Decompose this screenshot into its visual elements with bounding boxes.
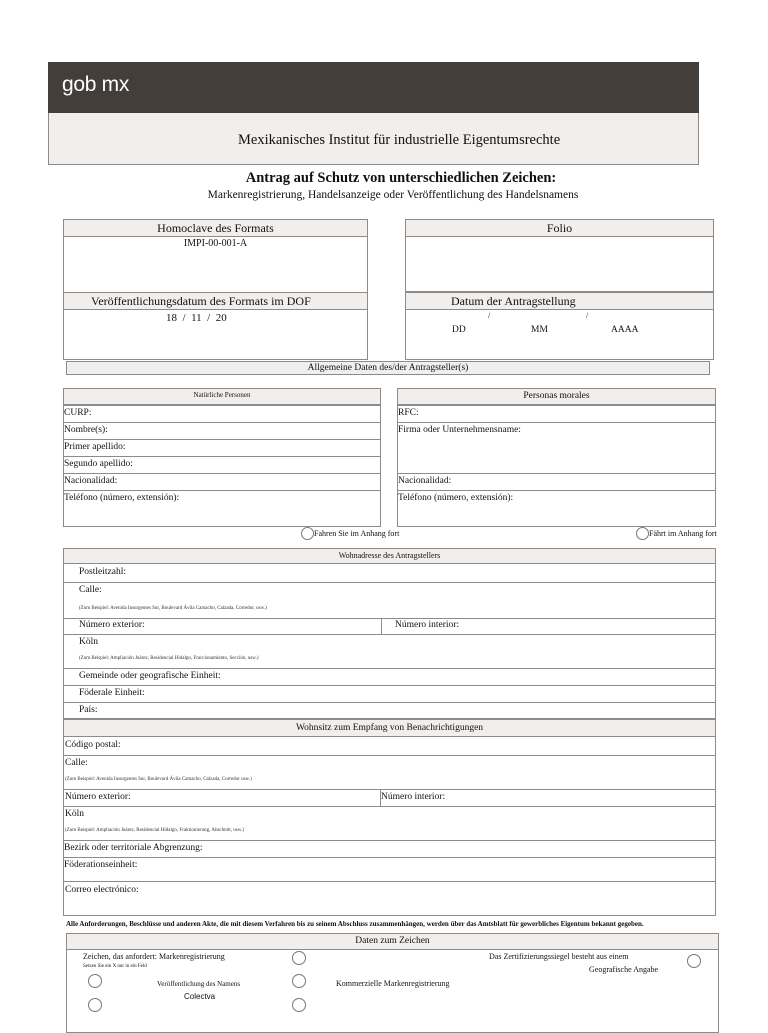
divider (63, 473, 381, 474)
date-dd: DD (452, 325, 466, 335)
curp-field[interactable]: CURP: (64, 408, 92, 418)
wohn-calle-field[interactable]: Calle: (79, 585, 102, 595)
form-subtitle: Markenregistrierung, Handelsanzeige oder Veröffentlichung des Handelsnamens (207, 189, 579, 201)
divider (63, 618, 716, 619)
veroeffentlichung-label: Veröffentlichung des Namens (157, 980, 241, 988)
homoclave-label: Homoclave des Formats (157, 221, 274, 235)
telefono-field[interactable]: Teléfono (número, extensión): (64, 493, 180, 503)
divider (397, 422, 716, 423)
correo-field[interactable]: Correo electrónico: (65, 885, 139, 895)
divider (63, 789, 716, 790)
colectiva-radio[interactable] (88, 998, 102, 1012)
antrag-date-header (405, 292, 714, 310)
divider (63, 582, 716, 583)
divider (63, 490, 381, 491)
dof-date (166, 312, 227, 324)
pais-field[interactable]: País: (79, 705, 98, 715)
veroeffentlichung-radio[interactable] (88, 974, 102, 988)
legal-persons-header (397, 388, 716, 405)
primer-apellido-field[interactable]: Primer apellido: (64, 442, 126, 452)
wohn-num-int-field[interactable]: Número interior: (395, 620, 460, 630)
natural-persons-header (63, 388, 381, 405)
divider (63, 634, 716, 635)
notif-num-int-field[interactable]: Número interior: (381, 792, 446, 802)
segundo-apellido-field[interactable]: Segundo apellido: (64, 459, 133, 469)
wohnsitz-box (63, 719, 716, 916)
geografische-radio[interactable] (687, 954, 701, 968)
divider (397, 490, 716, 491)
rfc-field[interactable]: RFC: (398, 408, 419, 418)
markenregistrierung-radio[interactable] (292, 951, 306, 965)
legal-anhang-radio[interactable] (636, 527, 649, 540)
legal-telefono-field[interactable]: Teléfono (número, extensión): (398, 493, 514, 503)
gob-mx-logo: gob mx (62, 73, 130, 96)
notif-num-ext-field[interactable]: Número exterior: (65, 792, 131, 802)
form-title: Antrag auf Schutz von unterschiedlichen Zeichen: (245, 170, 557, 186)
wohnadresse-label: Wohnadresse des Antragstellers (338, 551, 441, 560)
legal-nacionalidad-field[interactable]: Nacionalidad: (398, 476, 452, 486)
wohnsitz-header (64, 720, 715, 737)
zeichen-anfordert-label: Zeichen, das anfordert: Markenregistrierung (83, 952, 225, 961)
homoclave-value: IMPI-00-001-A (183, 238, 248, 249)
natural-anhang-radio[interactable] (301, 527, 314, 540)
dof-label: Veröffentlichungsdatum des Formats im DOF (91, 294, 311, 308)
dof-sep-2: / (207, 312, 211, 324)
gemeinde-field[interactable]: Gemeinde oder geografische Einheit: (79, 671, 221, 681)
divider (63, 702, 716, 703)
divider (63, 456, 381, 457)
homoclave-header (63, 219, 368, 237)
natural-persons-label: Natürliche Personen (193, 391, 251, 399)
nombre-field[interactable]: Nombre(s): (64, 425, 108, 435)
general-data-label: Allgemeine Daten des/der Antragsteller(s) (307, 363, 469, 373)
dof-month: 11 (191, 312, 202, 324)
date-aaaa: AAAA (611, 325, 639, 335)
date-sep-1: / (488, 311, 491, 320)
postleitzahl-field[interactable]: Postleitzahl: (79, 567, 126, 577)
divider (397, 473, 716, 474)
dof-day: 18 (166, 312, 177, 324)
antrag-date-label: Datum der Antragstellung (451, 294, 576, 308)
divider (63, 668, 716, 669)
divider (63, 422, 381, 423)
divider (63, 881, 716, 882)
notif-koeln-hint: (Zum Beispiel: Ampliación Juárez, Residencial Hidalgo, Fraktionierung, Abschnitt, usw.) (65, 828, 244, 833)
natural-anhang-label: Fahren Sie im Anhang fort (314, 529, 400, 538)
zertifizierung-label: Das Zertifizierungssiegel besteht aus einem (489, 952, 629, 961)
folio-label: Folio (546, 221, 573, 235)
dof-sep-1: / (182, 312, 186, 324)
notif-koeln-field[interactable]: Köln (65, 809, 84, 819)
colectva-label: Colectva (184, 992, 216, 1001)
geografische-label: Geografische Angabe (589, 965, 659, 974)
publication-notice: Alle Anforderungen, Beschlüsse und anderen Akte, die mit diesem Verfahren bis zu seinem Abschluss zusammenhängen, werden über das Amtsblatt für gewerbliches Eigentum bekannt gegeben. (66, 920, 644, 928)
dof-header (63, 292, 368, 310)
wohn-calle-hint: (Zum Beispiel: Avenida Insurgentes Sur, Boulevard Ávila Camacho, Calzada, Corredor, usw.) (79, 606, 267, 611)
divider (63, 806, 716, 807)
extra-radio[interactable] (292, 998, 306, 1012)
dof-year: 20 (215, 312, 227, 324)
date-mm: MM (531, 325, 548, 335)
divider (63, 439, 381, 440)
wohnadresse-header (64, 549, 715, 564)
wohnsitz-label: Wohnsitz zum Empfang von Benachrichtigungen (295, 723, 484, 733)
general-data-header (66, 361, 710, 375)
gov-header-bar (48, 62, 699, 113)
legal-persons-label: Personas morales (523, 391, 590, 401)
legal-persons-box (397, 405, 716, 527)
divider (381, 618, 382, 634)
institute-banner (48, 113, 699, 165)
divider (63, 857, 716, 858)
wohn-koeln-field[interactable]: Köln (79, 637, 98, 647)
divider (63, 755, 716, 756)
zeichen-label: Daten zum Zeichen (355, 936, 430, 946)
foederale-field[interactable]: Föderale Einheit: (79, 688, 145, 698)
legal-anhang-label: Fährt im Anhang fort (649, 529, 717, 538)
nacionalidad-field[interactable]: Nacionalidad: (64, 476, 118, 486)
folio-header (405, 219, 714, 237)
kommerzielle-label: Kommerzielle Markenregistrierung (336, 979, 450, 988)
notif-calle-hint: (Zum Beispiel: Avenida Insurgentes Sur, Boulevard Ávila Camacho, Calzada, Corredor usw.) (65, 777, 252, 782)
kommerzielle-radio[interactable] (292, 974, 306, 988)
wohn-num-ext-field[interactable]: Número exterior: (79, 620, 145, 630)
zeichen-header (67, 934, 718, 950)
codigo-postal-field[interactable]: Código postal: (65, 740, 121, 750)
notif-calle-field[interactable]: Calle: (65, 758, 88, 768)
bezirk-field[interactable]: Bezirk oder territoriale Abgrenzung: (64, 843, 203, 853)
zeichen-hint: Setzen Sie ein X nur in ein Feld (83, 964, 147, 969)
firma-field[interactable]: Firma oder Unternehmensname: (398, 425, 521, 435)
date-sep-2: / (586, 311, 589, 320)
institute-name: Mexikanisches Institut für industrielle Eigentumsrechte (238, 132, 561, 148)
divider (63, 840, 716, 841)
wohn-koeln-hint: (Zum Beispiel: Ampliación Juárez, Residencial Hidalgo, Fraccionamiento, Sección, usw.) (79, 656, 259, 661)
foederationseinheit-field[interactable]: Föderationseinheit: (64, 860, 138, 870)
divider (63, 685, 716, 686)
